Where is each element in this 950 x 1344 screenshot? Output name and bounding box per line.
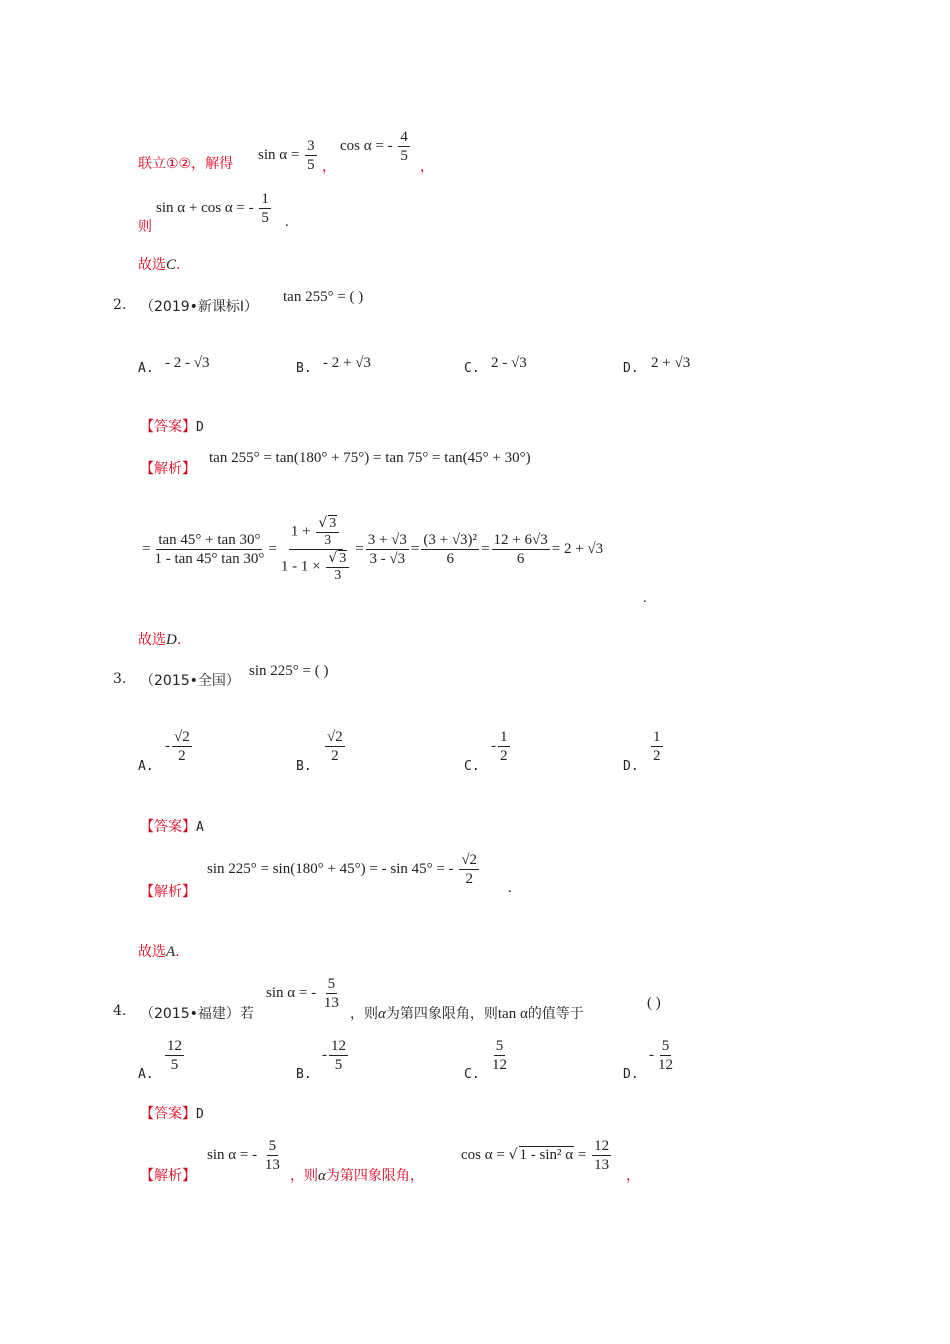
q2-option-d-label: D.: [623, 361, 639, 376]
q4-option-a-den: 5: [170, 1057, 179, 1073]
q3-choose-end: .: [175, 944, 180, 960]
q2-frac-2-num-a: 1 +: [290, 523, 315, 540]
q4-analysis-cos: cos α = √ 1 - sin² α = $\frac{12}{13}$: [461, 1138, 610, 1173]
q3-answer-value: A: [196, 820, 204, 835]
q4-analysis-den2: 13: [594, 1157, 610, 1173]
q3-analysis-num: √2: [461, 852, 478, 868]
q3-option-c[interactable]: [491, 728, 512, 765]
q1-choose-letter: C: [166, 257, 177, 273]
q1-sin-eq: sin α =: [258, 146, 304, 163]
q1-choose-label: 故选: [138, 257, 166, 273]
q2-frac-4-num: (3 + √3)²: [423, 532, 478, 548]
q3-choose-label: 故选: [138, 944, 166, 960]
q4-option-d-den: 12: [658, 1057, 673, 1073]
q1-sin-frac: [305, 137, 317, 174]
q1-comma1: ，: [322, 159, 336, 175]
q1-then: 则: [138, 219, 152, 235]
q1-cos-eq: cos α = -: [340, 137, 397, 154]
q3-analysis-expr: sin 225° = sin(180° + 45°) = - sin 45° = -: [207, 860, 458, 877]
q4-option-a-frac: [165, 1037, 184, 1074]
q2-option-d[interactable]: 2 + √3: [651, 355, 691, 371]
q4-stem-quad: 为第四象限角，则: [385, 1006, 498, 1022]
q3-option-b-label: B.: [296, 759, 312, 774]
q3-analysis-den: 2: [465, 871, 473, 887]
q3-option-a-num: √2: [174, 729, 190, 745]
q2-frac-5-den: 6: [516, 551, 525, 567]
q1-sin-num: 3: [307, 138, 315, 154]
q4-analysis-alpha: α: [318, 1168, 326, 1184]
q2-source: （2019•新课标Ⅰ）: [140, 299, 259, 315]
q4-stem-den: 13: [323, 995, 339, 1011]
q2-choose: [138, 629, 181, 649]
q4-option-d[interactable]: [649, 1037, 677, 1074]
q2-analysis-line2: = $\frac{\tan 45^\circ + \tan 30^\circ}{1 - \tan 45^\circ \tan 30^\circ}$ = 1 + $\frac{√ 3}{3}$ 1 - 1 × $\frac{√ 3}{3}$ = $\frac{3 + √3}{3 - √3}$ = $\frac{\text{(3 + √3)²}}{6}$ = $\frac{12 + 6√3}{6}$ = 2 + √3: [142, 515, 604, 583]
q4-option-d-label: D.: [623, 1067, 639, 1082]
q1-period: .: [285, 214, 289, 230]
q2-frac-1-num: tan 45° + tan 30°: [158, 532, 261, 548]
q2-analysis-line1: tan 255° = tan(180° + 75°) = tan 75° = tan(45° + 30°): [209, 450, 531, 466]
q3-option-c-num: 1: [500, 729, 508, 745]
q1-cos-result: [340, 128, 412, 165]
q3-option-b-num: √2: [327, 729, 343, 745]
q4-source: （2015•福建）若: [140, 1006, 254, 1022]
q2-option-a-label: A.: [138, 361, 154, 376]
q2-choose-letter: D: [166, 632, 177, 648]
q2-frac-2-den-den: 3: [334, 568, 342, 583]
q3-source: （2015•全国）: [140, 673, 240, 689]
q3-choose-letter: A: [166, 944, 176, 960]
q1-cos-den: 5: [400, 148, 408, 164]
q3-option-a-den: 2: [178, 748, 186, 764]
q3-stem: sin 225° = ( ): [249, 663, 329, 679]
q4-analysis-frac: [263, 1137, 282, 1174]
q4-answer-tag: 【答案】: [140, 1106, 196, 1122]
q4-option-d-sign: -: [649, 1046, 654, 1063]
q3-option-d-label: D.: [623, 759, 639, 774]
q4-stem-tan: tan α: [497, 1006, 528, 1022]
q4-analysis-text: [290, 1165, 424, 1185]
q2-frac-5: [492, 531, 550, 568]
q3-option-d[interactable]: [649, 728, 665, 765]
q3-analysis-dot: .: [508, 880, 512, 896]
q2-frac-2: [279, 515, 353, 584]
q4-option-b-den: 5: [334, 1057, 343, 1073]
q2-frac-2-den-a: 1 - 1 ×: [280, 558, 325, 575]
q2-option-c-label: C.: [464, 361, 480, 376]
q3-analysis-tag: 【解析】: [140, 884, 196, 900]
q1-choose: [138, 254, 180, 274]
q4-number: 4.: [113, 1003, 127, 1019]
q4-stem-sin: [266, 975, 343, 1012]
q4-stem-mid: ，则: [350, 1006, 378, 1022]
q1-sin-den: 5: [307, 157, 315, 173]
q2-frac-3-num: 3 + √3: [367, 532, 407, 548]
q2-answer: [140, 416, 204, 436]
q4-analysis-den: 13: [264, 1157, 280, 1173]
q3-analysis-line1: [207, 851, 481, 888]
q4-option-b-frac: [329, 1037, 348, 1074]
q2-option-b-label: B.: [296, 361, 312, 376]
q3-answer: [140, 816, 204, 836]
q1-sum-den: 5: [261, 210, 269, 226]
q1-sum: [156, 190, 273, 227]
q1-cos-frac: [398, 128, 410, 165]
q2-option-c[interactable]: 2 - √3: [491, 355, 527, 371]
q2-choose-label: 故选: [138, 632, 166, 648]
q3-number: 3.: [113, 671, 127, 687]
q4-stem-paren: ( ): [647, 995, 661, 1011]
q2-frac-2-den-sqrt: √ 3: [326, 550, 349, 568]
q4-option-c-label: C.: [464, 1067, 480, 1082]
q1-solve-prefix: 联立①②，解得: [138, 156, 234, 172]
q3-answer-tag: 【答案】: [140, 819, 196, 835]
q1-sum-num: 1: [261, 191, 269, 207]
q4-stem-text: [350, 1003, 584, 1023]
q4-analysis-mid: ，则: [290, 1168, 318, 1184]
q4-stem-num: 5: [327, 976, 336, 992]
q3-option-c-den: 2: [500, 748, 508, 764]
q4-analysis-eq: =: [574, 1146, 591, 1163]
q3-option-d-frac: [651, 728, 663, 765]
q2-frac-2-num: [289, 515, 343, 550]
q1-sum-expr: sin α + cos α = -: [156, 199, 258, 216]
q3-option-c-label: C.: [464, 759, 480, 774]
q3-choose: [138, 941, 180, 961]
q2-analysis-dot: .: [643, 590, 647, 606]
q4-option-c-den: 12: [492, 1057, 507, 1073]
q3-option-b-den: 2: [331, 748, 339, 764]
q4-option-b-num: 12: [331, 1038, 346, 1054]
q3-option-b[interactable]: [323, 728, 347, 765]
q3-option-d-den: 2: [653, 748, 661, 764]
q3-option-b-frac: [325, 728, 345, 765]
q1-comma2: ，: [420, 159, 434, 175]
q4-stem-end: 的值等于: [527, 1006, 584, 1022]
q4-analysis-end: ，: [626, 1168, 640, 1184]
q3-option-a-frac: [172, 728, 192, 765]
q2-answer-value: D: [196, 420, 204, 435]
q2-frac-3-den: 3 - √3: [369, 551, 406, 567]
q4-answer-value: D: [196, 1107, 204, 1122]
q2-result: = 2 + √3: [551, 541, 604, 557]
q4-analysis-num: 5: [268, 1138, 277, 1154]
q2-option-a[interactable]: - 2 - √3: [165, 355, 210, 371]
q2-answer-tag: 【答案】: [140, 419, 196, 435]
q4-option-a-label: A.: [138, 1067, 154, 1082]
q1-sin-result: [258, 137, 319, 174]
q4-option-c-num: 5: [495, 1038, 504, 1054]
q3-option-a-label: A.: [138, 759, 154, 774]
q4-analysis-sin-expr: sin α = -: [207, 1146, 261, 1163]
q2-frac-3: [366, 531, 409, 568]
q4-analysis-num2: 12: [594, 1138, 610, 1154]
q2-frac-2-num-den: 3: [324, 533, 332, 548]
q2-number: 2.: [113, 297, 127, 313]
q3-option-d-num: 1: [653, 729, 661, 745]
q3-option-c-frac: [498, 728, 510, 765]
q4-analysis-radicand: 1 - sin² α: [519, 1146, 574, 1163]
q3-option-c-sign: -: [491, 737, 496, 754]
q1-choose-end: .: [176, 257, 181, 273]
q4-answer: [140, 1103, 204, 1123]
q4-option-a-num: 12: [167, 1038, 182, 1054]
q2-option-b[interactable]: - 2 + √3: [323, 355, 371, 371]
q4-option-c-frac: [490, 1037, 509, 1074]
q4-option-c[interactable]: [488, 1037, 511, 1074]
q2-analysis-tag: 【解析】: [140, 461, 196, 477]
q4-analysis-sin: [207, 1137, 284, 1174]
q4-option-b-label: B.: [296, 1067, 312, 1082]
q4-analysis-cos-expr: cos α =: [461, 1146, 509, 1163]
q4-option-a[interactable]: [163, 1037, 186, 1074]
q4-stem-alpha: α: [378, 1006, 386, 1022]
q4-option-d-frac: [656, 1037, 675, 1074]
q4-option-b-sign: -: [322, 1046, 327, 1063]
q2-frac-2-num-inner: [316, 515, 339, 549]
q1-cos-num: 4: [400, 129, 408, 145]
q4-stem-frac: [322, 975, 341, 1012]
q4-option-d-num: 5: [661, 1038, 670, 1054]
q4-stem-sin-expr: sin α = -: [266, 984, 320, 1001]
q2-frac-2-den-inner: [326, 550, 349, 584]
q4-option-b[interactable]: [322, 1037, 350, 1074]
q2-frac-2-num-sqrt: √ 3: [316, 515, 339, 533]
q2-choose-end: .: [176, 632, 182, 648]
q4-analysis-frac2: [592, 1137, 611, 1174]
q2-frac-4-den: 6: [446, 551, 454, 567]
q2-frac-1: [152, 531, 266, 568]
q4-analysis-quad: 为第四象限角，: [325, 1168, 424, 1184]
q2-frac-5-num: 12 + 6√3: [493, 532, 548, 548]
q2-frac-1-den: 1 - tan 45° tan 30°: [154, 551, 265, 567]
q3-option-a-sign: -: [165, 737, 170, 754]
q1-sum-frac: [259, 190, 271, 227]
q2-frac-4: [421, 531, 479, 568]
q3-option-a[interactable]: [165, 728, 194, 765]
q2-stem: tan 255° = ( ): [283, 289, 364, 305]
q2-frac-2-den: [279, 550, 353, 584]
q4-analysis-tag: 【解析】: [140, 1168, 196, 1184]
q3-analysis-frac: [459, 851, 479, 888]
